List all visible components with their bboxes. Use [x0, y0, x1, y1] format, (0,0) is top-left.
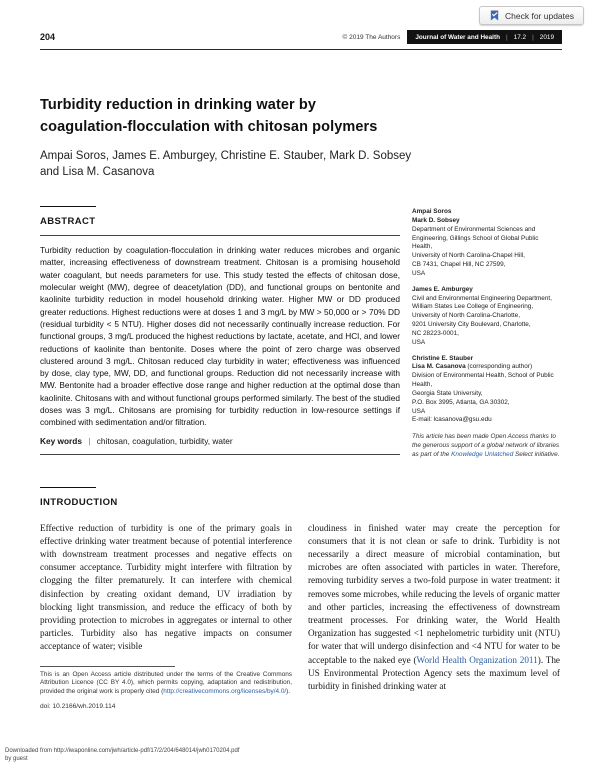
- download-footer-line-2: by guest: [5, 756, 28, 763]
- journal-issue: 17.2: [513, 33, 527, 41]
- title-line-2: coagulation-flocculation with chitosan polymers: [40, 119, 378, 136]
- journal-name: Journal of Water and Health: [415, 33, 500, 41]
- download-footer-line-1: Downloaded from http://iwaponline.com/jwh/article-pdf/17/2/204/648014/jwh0170204.pdf: [5, 747, 240, 754]
- keywords-line: [40, 436, 400, 446]
- banner-separator: |: [505, 33, 508, 41]
- affiliation-block: James E. Amburgey Civil and Environmental Engineering Department, William States Lee College of Engineering, University of North Carolina-Charlotte, 9201 University City Boulevard, Charlotte, NC 28223-0001, USA: [412, 285, 552, 346]
- page-number: 204: [40, 32, 56, 42]
- title-line-1: Turbidity reduction in drinking water by: [40, 97, 317, 113]
- article-authors: [40, 148, 562, 180]
- check-for-updates-label: Check for updates: [505, 10, 574, 21]
- doi: doi: 10.2166/wh.2019.114: [40, 703, 116, 710]
- keywords-list: chitosan, coagulation, turbidity, water: [96, 435, 233, 446]
- keywords-label: Key words: [40, 435, 82, 446]
- footnote-rule: [40, 666, 175, 667]
- heading-rule: [40, 206, 96, 207]
- intro-right-text: cloudiness in finished water may create the perception for consumers that it is not clean or safe to drink. Turbidity is not necessarily a direct measure of microbial contamination, but microbes are often associated with particles in water. Therefore, removing turbidity serves a two-fold purpose in water treatment: it removes some microbes, while reducing the levels of organic matter and other particles, increasing the effectiveness of downstream treatment processes. For drinking water, the World Health Organization has suggested <1 nephelometric turbidity unit (NTU) for water that will undergo disinfection and <4 NTU for water to be acceptable to the naked eye (World Health Organization 2011). The US Environmental Protection Agency sets the maximum level of turbidity in finished drinking water at: [308, 522, 560, 692]
- crossmark-icon: [489, 10, 500, 21]
- article-title: [40, 94, 562, 139]
- introduction-heading: INTRODUCTION: [40, 487, 562, 510]
- affiliations: [412, 208, 562, 425]
- open-access-note: This article has been made Open Access thanks to the generous support of a global network of libraries as part of the Knowledge Unlatched Select initiative.: [412, 433, 560, 458]
- authors-line-2: and Lisa M. Casanova: [40, 166, 155, 179]
- keywords-separator: |: [88, 435, 91, 446]
- intro-left-text: Effective reduction of turbidity is one of the primary goals in effective drinking water treatment because of potential interference with downstream treatment processes and negative effects on consumer acceptance. Turbidity might interfere with filtration by clogging the filter prematurely. It can interfere with chemical disinfection by creating oxidant demand, UV irradiation by blocking light transmission, and reduce the efficacy of both by providing protection to microbes in aggregates or internal to other particles. Turbidity also has negative impacts on consumer acceptance of water; visible: [40, 522, 292, 652]
- footnote-text: This is an Open Access article distributed under the terms of the Creative Commons Attribution Licence (CC BY 4.0), which permits copying, adaptation and redistribution, provided the original work is properly cited (http://creativecommons.org/licenses/by/4.0/).: [40, 670, 292, 696]
- link[interactable]: World Health Organization 2011: [416, 654, 538, 665]
- journal-banner: [407, 30, 562, 44]
- download-footer: [5, 747, 239, 764]
- intro-left-column: [40, 522, 292, 710]
- check-for-updates-button[interactable]: [479, 6, 584, 25]
- authors-line-1: Ampai Soros, James E. Amburgey, Christine E. Stauber, Mark D. Sobsey: [40, 149, 412, 162]
- affiliation-block: Christine E. Stauber Lisa M. Casanova (corresponding author) Division of Environmental Health, School of Public Health, Georgia State University, P.O. Box 3995, Atlanta, GA 30302, USA E-mail: lcasanova@gsu.edu: [412, 354, 554, 424]
- abstract-heading: ABSTRACT: [40, 206, 400, 229]
- abstract-text: Turbidity reduction by coagulation-flocculation in drinking water reduces microbes and organic matter, increasing effectiveness of downstream treatment. Chitosan is a promising household water coagulant, but needs parameters for use. This study tested the effects of chitosan dose, molecular weight (MW), degree of deacetylation (DD), and functional groups on bentonite and kaolinite turbidity reduction in model household drinking water. Higher MW or DD produced greater reductions. Highest reductions were at doses 1 and 3 mg/L by MW > 50,000 or > 70% DD (residual turbidity < 5 NTU). Higher doses did not necessarily continually increase reduction. For functional groups, 3 mg/L produced the highest reductions by lactate, acetate, and HCl, and lower reductions of kaolinite than bentonite. Doses where the point of zero charge was observed clustered around 3 mg/L. Chitosan reduced clay turbidity in water; effectiveness was influenced by dose, clay type, MW, DD, and functional groups. Reduction did not necessarily increase with MW. Bentonite had a broader effective dose range and higher reduction at the optimal dose than kaolinite. Chitosans with and without functional groups performed similarly. The best of the studied doses was 3 mg/L. Chitosans are promising for turbidity reduction in low-resource settings if combined with sedimentation and/or filtration.: [40, 245, 400, 428]
- introduction-section: [40, 487, 562, 710]
- abstract-column: [40, 206, 400, 462]
- copyright-text: © 2019 The Authors: [342, 33, 401, 41]
- banner-separator: |: [532, 33, 534, 41]
- heading-rule: [40, 487, 96, 488]
- journal-year: 2019: [539, 33, 554, 41]
- link[interactable]: Knowledge Unlatched: [451, 450, 514, 458]
- affiliation-block: Ampai Soros Mark D. Sobsey Department of Environmental Sciences and Engineering, Gillings School of Global Public Health, University of North Carolina-Chapel Hill, CB 7431, Chapel Hill, NC 27599, USA: [412, 208, 539, 277]
- intro-right-column: [308, 522, 560, 710]
- affiliations-sidebar: [412, 206, 562, 462]
- link[interactable]: http://creativecommons.org/licenses/by/4.0/: [163, 688, 287, 696]
- abstract-bottom-rule: [40, 454, 400, 455]
- cc-footnote: [40, 666, 292, 710]
- abstract-top-rule: [40, 235, 400, 236]
